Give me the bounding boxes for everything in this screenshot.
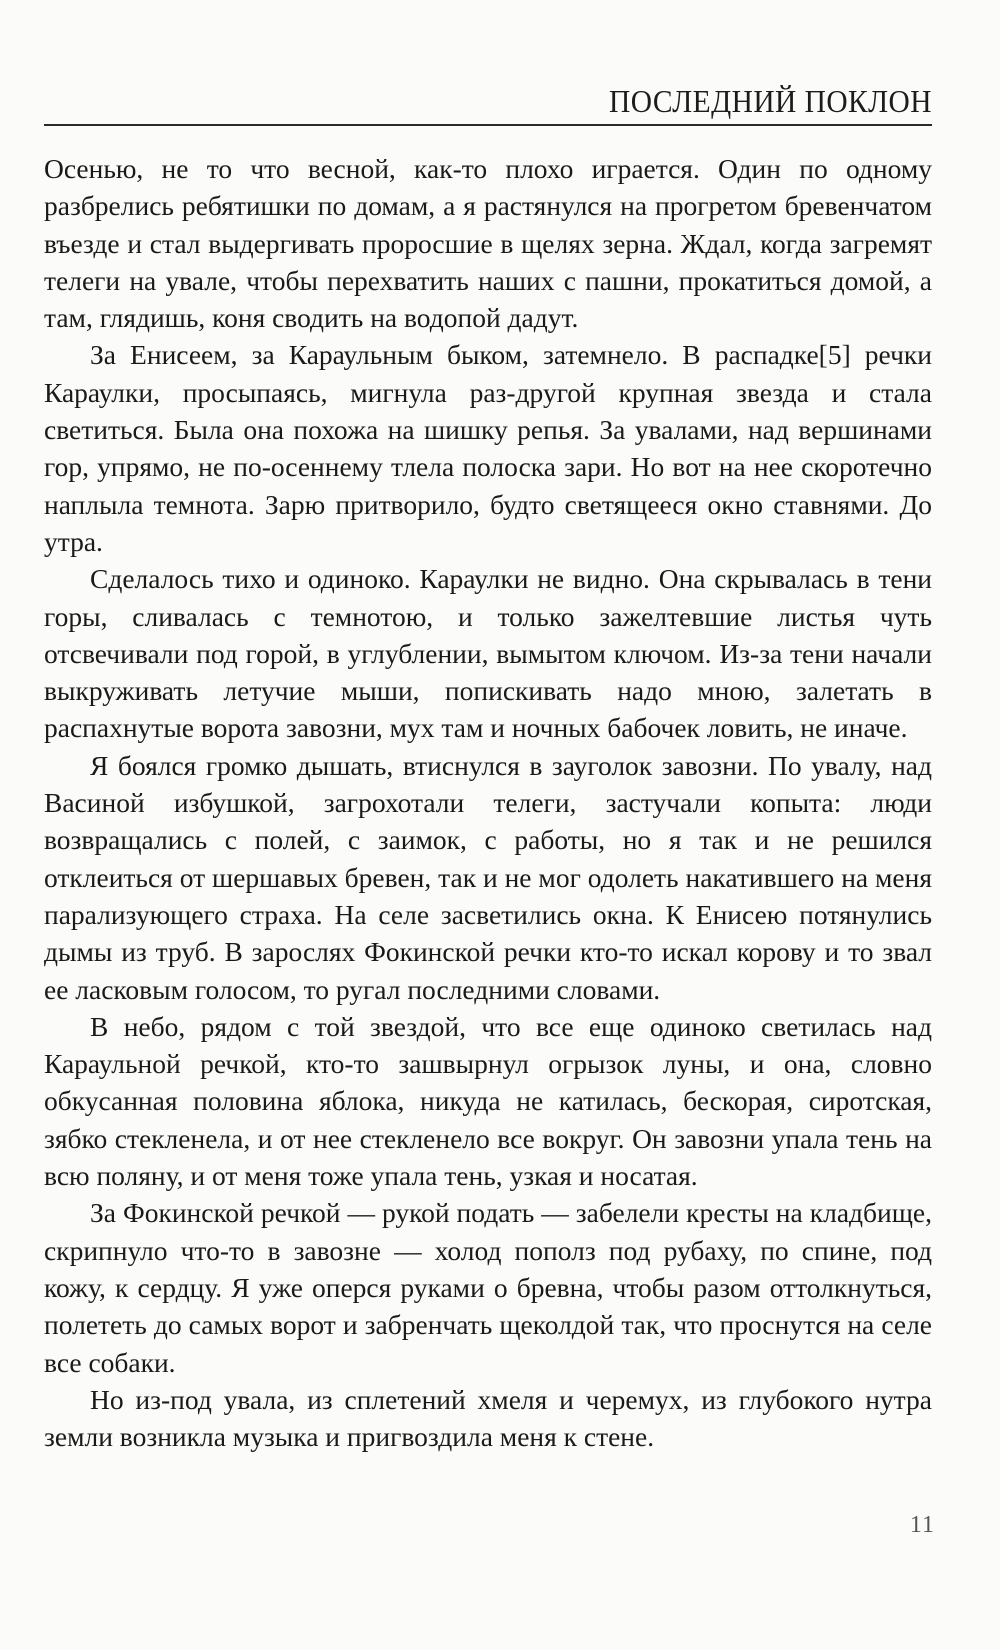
- paragraph: Но из-под увала, из сплетений хмеля и черемух, из глубокого нутра земли возникла музыка и пригвоздила меня к стене.: [44, 1383, 932, 1453]
- paragraph: В небо, рядом с той звездой, что все еще одиноко светилась над Караульной речкой, кто-то зашвырнул огрызок луны, и она, словно обкусанная половина яблока, никуда не катилась, бескорая, сиротская, зябко стекленела, и от нее стекленело все вокруг. Он завозни упала тень на всю поляну, и от меня тоже упала тень, узкая и носатая.: [44, 1010, 932, 1192]
- header-rule: [44, 124, 932, 126]
- paragraph: Я боялся громко дышать, втиснулся в зауголок завозни. По увалу, над Васиной избушкой, загрохотали телеги, застучали копыта: люди возвращались с полей, с заимок, с работы, но я так и не решился отклеиться от шершавых бревен, так и не мог одолеть накатившего на меня парализующего страха. На селе засветились окна. К Енисею потянулись дымы из труб. В зарослях Фокинской речки кто-то искал корову и то звал ее ласковым голосом, то ругал последними словами.: [44, 749, 932, 1005]
- body-text: [44, 150, 932, 1455]
- paragraph: Сделалось тихо и одиноко. Караулки не видно. Она скрывалась в тени горы, сливалась с темнотою, и только зажелтевшие листья чуть отсвечивали под горой, в углублении, вымытом ключом. Из-за тени начали выкруживать летучие мыши, попискивать надо мною, залетать в распахнутые ворота завозни, мух там и ночных бабочек ловить, не иначе.: [44, 563, 932, 744]
- paragraph: Осенью, не то что весной, как-то плохо играется. Один по одному разбрелись ребятишки по домам, а я растянулся на прогретом бревенчатом въезде и стал выдергивать проросшие в щелях зерна. Ждал, когда загремят телеги на увале, чтобы перехватить наших с пашни, прокатиться домой, а там, глядишь, коня сводить на водопой дадут.: [44, 153, 932, 334]
- running-title: ПОСЛЕДНИЙ ПОКЛОН: [609, 83, 932, 119]
- paragraph: За Енисеем, за Караульным быком, затемнело. В распадке[5] речки Караулки, просыпаясь, мигнула раз-другой крупная звезда и стала светиться. Была она похожа на шишку репья. За увалами, над вершинами гор, упрямо, не по-осеннему тлела полоска зари. Но вот на нее скоротечно наплыла темнота. Зарю притворило, будто светящееся окно ставнями. До утра.: [44, 339, 932, 557]
- paragraph: За Фокинской речкой — рукой подать — забелели кресты на кладбище, скрипнуло что-то в завозне — холод пополз под рубаху, по спине, под кожу, к сердцу. Я уже оперся руками о бревна, чтобы разом оттолкнуться, полететь до самых ворот и забренчать щеколдой так, что проснутся на селе все собаки.: [44, 1197, 932, 1378]
- page-number: 11: [909, 1512, 935, 1538]
